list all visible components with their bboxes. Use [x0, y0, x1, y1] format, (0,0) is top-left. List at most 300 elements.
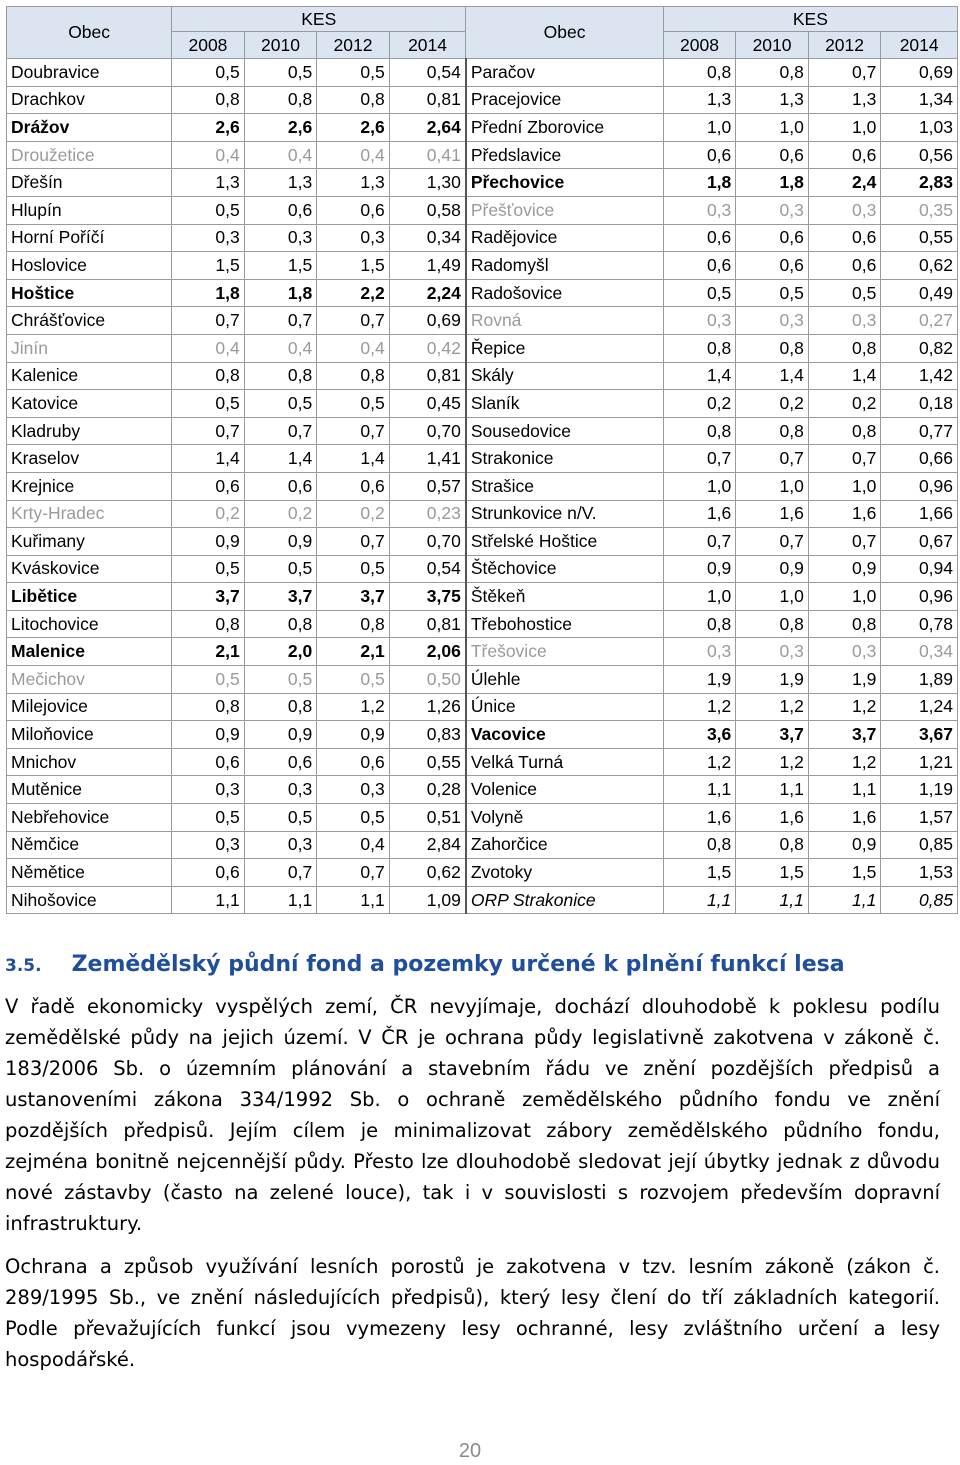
municipality-name: Mnichov: [7, 748, 172, 776]
kes-value-2014: 1,53: [881, 859, 958, 887]
kes-value-2014: 0,66: [881, 445, 958, 473]
kes-value-2012: 0,3: [317, 224, 390, 252]
kes-value-2012: 0,5: [317, 666, 390, 694]
kes-value-2008: 0,5: [172, 804, 245, 832]
kes-table-body: [7, 59, 958, 914]
kes-value-2012: 1,6: [808, 500, 881, 528]
kes-value-2008: 0,6: [663, 224, 736, 252]
kes-table: [6, 6, 958, 914]
kes-value-2008: 0,2: [663, 390, 736, 418]
section-zpf: [5, 952, 940, 1375]
paragraph-2: Ochrana a způsob využívání lesních porostů je zakotvena v tzv. lesním zákoně (zákon č. 289/1995 Sb., ve znění následujících předpisů), který lesy člení do tří základních kategorií. Podle převažujících funkcí jsou vymezeny lesy ochranné, lesy zvláštního určení a lesy hospodářské.: [5, 1255, 940, 1371]
table-row: [7, 500, 958, 528]
kes-value-2010: 1,0: [736, 114, 809, 142]
section-heading: [5, 952, 940, 977]
kes-value-2014: 0,57: [389, 472, 466, 500]
kes-value-2012: 1,3: [808, 86, 881, 114]
kes-value-2010: 0,4: [244, 334, 317, 362]
header-year: 2014: [881, 32, 958, 59]
municipality-name: Třešovice: [466, 638, 663, 666]
kes-value-2010: 0,6: [736, 141, 809, 169]
kes-value-2014: 1,03: [881, 114, 958, 142]
kes-value-2010: 0,5: [244, 666, 317, 694]
kes-value-2012: 2,6: [317, 114, 390, 142]
kes-value-2012: 0,5: [317, 390, 390, 418]
table-row: [7, 196, 958, 224]
kes-value-2008: 1,1: [663, 886, 736, 914]
municipality-name: Miloňovice: [7, 721, 172, 749]
municipality-name: Strakonice: [466, 445, 663, 473]
kes-value-2010: 0,3: [244, 831, 317, 859]
municipality-name: Vacovice: [466, 721, 663, 749]
kes-value-2012: 0,4: [317, 831, 390, 859]
municipality-name: Mutěnice: [7, 776, 172, 804]
kes-value-2010: 0,7: [736, 445, 809, 473]
municipality-name: Kalenice: [7, 362, 172, 390]
kes-value-2014: 1,30: [389, 169, 466, 197]
table-row: [7, 886, 958, 914]
kes-value-2014: 0,23: [389, 500, 466, 528]
kes-value-2014: 0,77: [881, 417, 958, 445]
kes-value-2010: 0,3: [244, 224, 317, 252]
kes-value-2014: 2,06: [389, 638, 466, 666]
kes-value-2014: 0,18: [881, 390, 958, 418]
kes-value-2014: 0,27: [881, 307, 958, 335]
kes-value-2010: 0,3: [736, 196, 809, 224]
municipality-name: Dřešín: [7, 169, 172, 197]
kes-value-2008: 0,3: [172, 831, 245, 859]
table-row: [7, 417, 958, 445]
header-year: 2008: [663, 32, 736, 59]
kes-value-2008: 1,0: [663, 583, 736, 611]
kes-value-2012: 2,4: [808, 169, 881, 197]
municipality-name: Radošovice: [466, 279, 663, 307]
kes-value-2010: 1,6: [736, 500, 809, 528]
municipality-name: Kuřimany: [7, 528, 172, 556]
kes-value-2008: 1,6: [663, 804, 736, 832]
kes-value-2010: 2,0: [244, 638, 317, 666]
kes-value-2008: 2,1: [172, 638, 245, 666]
kes-value-2008: 3,6: [663, 721, 736, 749]
kes-value-2008: 0,9: [172, 528, 245, 556]
kes-value-2012: 0,5: [317, 59, 390, 87]
municipality-name: Velká Turná: [466, 748, 663, 776]
kes-value-2010: 0,5: [736, 279, 809, 307]
kes-value-2012: 0,7: [808, 59, 881, 87]
kes-value-2010: 1,2: [736, 748, 809, 776]
kes-value-2014: 0,82: [881, 334, 958, 362]
kes-value-2012: 0,7: [317, 307, 390, 335]
kes-value-2008: 2,6: [172, 114, 245, 142]
kes-value-2010: 1,0: [736, 472, 809, 500]
kes-value-2014: 1,24: [881, 693, 958, 721]
kes-value-2008: 0,8: [663, 417, 736, 445]
kes-value-2014: 1,41: [389, 445, 466, 473]
kes-value-2008: 1,0: [663, 472, 736, 500]
kes-value-2008: 3,7: [172, 583, 245, 611]
kes-value-2014: 0,94: [881, 555, 958, 583]
kes-value-2012: 1,3: [317, 169, 390, 197]
kes-value-2008: 0,7: [172, 417, 245, 445]
kes-value-2010: 1,1: [736, 886, 809, 914]
kes-value-2010: 1,4: [244, 445, 317, 473]
kes-value-2008: 0,7: [663, 528, 736, 556]
kes-value-2010: 0,6: [736, 252, 809, 280]
kes-value-2010: 0,6: [244, 196, 317, 224]
kes-value-2014: 1,57: [881, 804, 958, 832]
kes-value-2010: 0,6: [244, 472, 317, 500]
kes-value-2012: 1,4: [808, 362, 881, 390]
municipality-name: Litochovice: [7, 610, 172, 638]
kes-value-2010: 0,3: [244, 776, 317, 804]
municipality-name: Zahorčice: [466, 831, 663, 859]
kes-value-2014: 1,66: [881, 500, 958, 528]
kes-value-2014: 1,89: [881, 666, 958, 694]
kes-value-2014: 2,83: [881, 169, 958, 197]
kes-value-2008: 0,3: [663, 638, 736, 666]
kes-value-2008: 0,3: [663, 307, 736, 335]
kes-value-2010: 0,8: [244, 693, 317, 721]
kes-value-2014: 0,55: [389, 748, 466, 776]
table-row: [7, 252, 958, 280]
kes-value-2010: 0,6: [244, 748, 317, 776]
kes-value-2010: 0,7: [244, 417, 317, 445]
kes-value-2012: 0,3: [808, 196, 881, 224]
kes-value-2010: 0,2: [736, 390, 809, 418]
municipality-name: Němětice: [7, 859, 172, 887]
kes-value-2012: 0,3: [808, 307, 881, 335]
kes-value-2008: 0,9: [663, 555, 736, 583]
municipality-name: Chrášťovice: [7, 307, 172, 335]
kes-value-2008: 0,8: [172, 693, 245, 721]
kes-value-2008: 1,3: [172, 169, 245, 197]
kes-value-2012: 1,1: [808, 886, 881, 914]
kes-value-2012: 0,9: [808, 831, 881, 859]
table-row: [7, 748, 958, 776]
kes-value-2014: 2,64: [389, 114, 466, 142]
kes-value-2008: 1,4: [172, 445, 245, 473]
kes-value-2012: 1,1: [317, 886, 390, 914]
municipality-name: Slaník: [466, 390, 663, 418]
kes-value-2010: 0,3: [736, 638, 809, 666]
table-row: [7, 693, 958, 721]
kes-value-2008: 0,5: [172, 666, 245, 694]
kes-value-2014: 0,96: [881, 472, 958, 500]
kes-value-2008: 0,4: [172, 141, 245, 169]
kes-value-2014: 1,49: [389, 252, 466, 280]
kes-value-2010: 0,8: [736, 417, 809, 445]
table-row: [7, 390, 958, 418]
kes-value-2008: 1,6: [663, 500, 736, 528]
kes-value-2010: 0,3: [736, 307, 809, 335]
municipality-name: Němčice: [7, 831, 172, 859]
table-row: [7, 859, 958, 887]
municipality-name: Kraselov: [7, 445, 172, 473]
kes-value-2008: 0,8: [663, 334, 736, 362]
kes-value-2014: 2,24: [389, 279, 466, 307]
kes-value-2012: 0,3: [317, 776, 390, 804]
table-row: [7, 555, 958, 583]
kes-value-2010: 0,8: [736, 334, 809, 362]
municipality-name: Horní Poříčí: [7, 224, 172, 252]
kes-value-2014: 0,28: [389, 776, 466, 804]
kes-value-2012: 1,5: [317, 252, 390, 280]
header-year: 2012: [317, 32, 390, 59]
municipality-name: Nihošovice: [7, 886, 172, 914]
municipality-name: Střelské Hoštice: [466, 528, 663, 556]
kes-value-2010: 3,7: [244, 583, 317, 611]
table-row: [7, 638, 958, 666]
kes-value-2012: 0,7: [808, 445, 881, 473]
municipality-name: Předslavice: [466, 141, 663, 169]
municipality-name: Sousedovice: [466, 417, 663, 445]
kes-value-2008: 0,4: [172, 334, 245, 362]
kes-value-2014: 0,54: [389, 555, 466, 583]
kes-value-2010: 0,8: [244, 362, 317, 390]
header-row-1: [7, 7, 958, 32]
section-number: 3.5.: [5, 956, 42, 976]
kes-value-2008: 0,8: [172, 610, 245, 638]
kes-value-2010: 1,8: [736, 169, 809, 197]
municipality-name: Volyně: [466, 804, 663, 832]
kes-value-2014: 0,50: [389, 666, 466, 694]
header-year: 2012: [808, 32, 881, 59]
table-row: [7, 776, 958, 804]
kes-value-2012: 1,2: [808, 748, 881, 776]
kes-value-2010: 0,8: [736, 831, 809, 859]
kes-value-2014: 0,70: [389, 417, 466, 445]
kes-value-2014: 0,51: [389, 804, 466, 832]
municipality-name: Únice: [466, 693, 663, 721]
kes-value-2010: 0,7: [736, 528, 809, 556]
kes-value-2008: 0,6: [663, 141, 736, 169]
table-row: [7, 141, 958, 169]
kes-value-2014: 0,42: [389, 334, 466, 362]
table-row: [7, 472, 958, 500]
kes-value-2008: 0,8: [663, 610, 736, 638]
kes-value-2010: 0,8: [244, 86, 317, 114]
kes-value-2014: 0,67: [881, 528, 958, 556]
kes-value-2010: 1,4: [736, 362, 809, 390]
municipality-name: Radějovice: [466, 224, 663, 252]
kes-value-2010: 1,1: [244, 886, 317, 914]
kes-value-2008: 1,4: [663, 362, 736, 390]
kes-value-2012: 0,2: [808, 390, 881, 418]
table-row: [7, 583, 958, 611]
table-row: [7, 528, 958, 556]
header-year: 2010: [244, 32, 317, 59]
header-year: 2010: [736, 32, 809, 59]
kes-value-2008: 0,6: [663, 252, 736, 280]
table-row: [7, 831, 958, 859]
municipality-name: Kváskovice: [7, 555, 172, 583]
kes-value-2014: 0,96: [881, 583, 958, 611]
table-row: [7, 445, 958, 473]
kes-value-2012: 0,8: [808, 417, 881, 445]
kes-value-2008: 0,3: [663, 196, 736, 224]
municipality-name: ORP Strakonice: [466, 886, 663, 914]
kes-value-2014: 1,34: [881, 86, 958, 114]
kes-value-2014: 1,42: [881, 362, 958, 390]
kes-value-2012: 0,5: [317, 555, 390, 583]
kes-value-2010: 0,7: [244, 859, 317, 887]
table-row: [7, 59, 958, 87]
kes-value-2014: 0,35: [881, 196, 958, 224]
kes-value-2012: 1,2: [317, 693, 390, 721]
kes-value-2008: 1,9: [663, 666, 736, 694]
municipality-name: Katovice: [7, 390, 172, 418]
municipality-name: Pracejovice: [466, 86, 663, 114]
kes-value-2010: 0,5: [244, 804, 317, 832]
kes-value-2012: 0,6: [808, 224, 881, 252]
kes-value-2014: 0,45: [389, 390, 466, 418]
kes-value-2010: 0,9: [244, 528, 317, 556]
kes-value-2012: 0,8: [317, 610, 390, 638]
municipality-name: Krty-Hradec: [7, 500, 172, 528]
municipality-name: Skály: [466, 362, 663, 390]
municipality-name: Milejovice: [7, 693, 172, 721]
header-obec-left: Obec: [7, 7, 172, 59]
kes-value-2008: 1,2: [663, 693, 736, 721]
header-year: 2008: [172, 32, 245, 59]
municipality-name: Přední Zborovice: [466, 114, 663, 142]
municipality-name: Zvotoky: [466, 859, 663, 887]
kes-value-2010: 3,7: [736, 721, 809, 749]
kes-value-2008: 1,3: [663, 86, 736, 114]
table-row: [7, 114, 958, 142]
kes-value-2012: 1,9: [808, 666, 881, 694]
municipality-name: Libětice: [7, 583, 172, 611]
kes-value-2008: 1,1: [663, 776, 736, 804]
kes-value-2010: 1,5: [244, 252, 317, 280]
municipality-name: Hoslovice: [7, 252, 172, 280]
kes-value-2010: 0,7: [244, 307, 317, 335]
municipality-name: Malenice: [7, 638, 172, 666]
kes-value-2012: 1,0: [808, 583, 881, 611]
header-obec-right: Obec: [466, 7, 663, 59]
table-row: [7, 169, 958, 197]
kes-value-2012: 0,2: [317, 500, 390, 528]
municipality-name: Strašice: [466, 472, 663, 500]
table-row: [7, 721, 958, 749]
kes-value-2012: 0,4: [317, 141, 390, 169]
kes-value-2012: 0,7: [317, 859, 390, 887]
kes-value-2010: 1,3: [736, 86, 809, 114]
kes-value-2014: 1,09: [389, 886, 466, 914]
kes-value-2012: 2,1: [317, 638, 390, 666]
municipality-name: Doubravice: [7, 59, 172, 87]
kes-value-2012: 0,3: [808, 638, 881, 666]
municipality-name: Hoštice: [7, 279, 172, 307]
kes-value-2010: 0,6: [736, 224, 809, 252]
kes-value-2008: 0,5: [172, 390, 245, 418]
kes-value-2012: 2,2: [317, 279, 390, 307]
kes-value-2008: 0,8: [172, 362, 245, 390]
municipality-name: Paračov: [466, 59, 663, 87]
kes-value-2008: 0,8: [663, 831, 736, 859]
kes-value-2012: 0,9: [317, 721, 390, 749]
municipality-name: Mečichov: [7, 666, 172, 694]
kes-value-2014: 0,69: [389, 307, 466, 335]
kes-value-2012: 0,9: [808, 555, 881, 583]
header-kes-right: KES: [663, 7, 957, 32]
table-row: [7, 279, 958, 307]
municipality-name: Droužetice: [7, 141, 172, 169]
kes-value-2010: 0,4: [244, 141, 317, 169]
kes-value-2010: 0,9: [736, 555, 809, 583]
kes-value-2014: 0,62: [389, 859, 466, 887]
kes-value-2012: 1,1: [808, 776, 881, 804]
kes-value-2008: 0,8: [663, 59, 736, 87]
paragraph-1: V řadě ekonomicky vyspělých zemí, ČR nevyjímaje, dochází dlouhodobě k poklesu podílu zemědělské půdy na jejich území. V ČR je ochrana půdy legislativně zakotvena v zákoně č. 183/2006 Sb. o územním plánování a stavebním řádu ve znění pozdějších předpisů a ustanoveními zákona 334/1992 Sb. o ochraně zemědělského půdního fondu ve znění pozdějších předpisů. Jejím cílem je minimalizovat zábory zemědělského půdního fondu, zejména bonitně nejcennější půdy. Přesto lze dlouhodobě sledovat její úbytky jednak z důvodu nové zástavby (často na zelené louce), tak i v souvislosti s rozvojem především dopravní infrastruktury.: [5, 995, 940, 1235]
kes-value-2008: 0,3: [172, 776, 245, 804]
kes-value-2014: 1,21: [881, 748, 958, 776]
municipality-name: Jinín: [7, 334, 172, 362]
kes-value-2014: 0,81: [389, 610, 466, 638]
municipality-name: Hlupín: [7, 196, 172, 224]
municipality-name: Strunkovice n/V.: [466, 500, 663, 528]
table-row: [7, 224, 958, 252]
table-row: [7, 666, 958, 694]
table-row: [7, 307, 958, 335]
kes-value-2010: 0,5: [244, 59, 317, 87]
kes-value-2010: 0,2: [244, 500, 317, 528]
kes-value-2014: 3,75: [389, 583, 466, 611]
page-number: 20: [458, 1440, 482, 1462]
kes-value-2014: 0,85: [881, 831, 958, 859]
kes-value-2008: 1,5: [172, 252, 245, 280]
kes-value-2012: 0,8: [808, 610, 881, 638]
kes-value-2014: 0,83: [389, 721, 466, 749]
kes-value-2014: 1,26: [389, 693, 466, 721]
municipality-name: Přechovice: [466, 169, 663, 197]
kes-value-2014: 0,54: [389, 59, 466, 87]
kes-value-2012: 0,4: [317, 334, 390, 362]
kes-value-2014: 0,41: [389, 141, 466, 169]
kes-value-2008: 0,3: [172, 224, 245, 252]
kes-value-2014: 0,81: [389, 362, 466, 390]
kes-value-2008: 0,5: [172, 59, 245, 87]
kes-value-2012: 3,7: [317, 583, 390, 611]
kes-value-2014: 2,84: [389, 831, 466, 859]
municipality-name: Úlehle: [466, 666, 663, 694]
kes-value-2010: 1,5: [736, 859, 809, 887]
kes-value-2012: 0,5: [808, 279, 881, 307]
kes-value-2012: 0,7: [808, 528, 881, 556]
kes-value-2014: 0,34: [881, 638, 958, 666]
kes-value-2012: 0,8: [317, 362, 390, 390]
municipality-name: Drážov: [7, 114, 172, 142]
table-row: [7, 362, 958, 390]
municipality-name: Kladruby: [7, 417, 172, 445]
kes-value-2008: 0,6: [172, 472, 245, 500]
kes-value-2014: 0,69: [881, 59, 958, 87]
kes-value-2014: 0,62: [881, 252, 958, 280]
kes-value-2008: 1,2: [663, 748, 736, 776]
kes-value-2010: 0,8: [736, 610, 809, 638]
kes-value-2014: 0,55: [881, 224, 958, 252]
kes-value-2012: 1,2: [808, 693, 881, 721]
kes-value-2012: 1,4: [317, 445, 390, 473]
kes-value-2008: 1,5: [663, 859, 736, 887]
municipality-name: Nebřehovice: [7, 804, 172, 832]
kes-value-2010: 0,9: [244, 721, 317, 749]
kes-value-2010: 1,9: [736, 666, 809, 694]
kes-value-2012: 0,7: [317, 528, 390, 556]
kes-value-2010: 1,0: [736, 583, 809, 611]
municipality-name: Štěchovice: [466, 555, 663, 583]
kes-value-2008: 0,8: [172, 86, 245, 114]
